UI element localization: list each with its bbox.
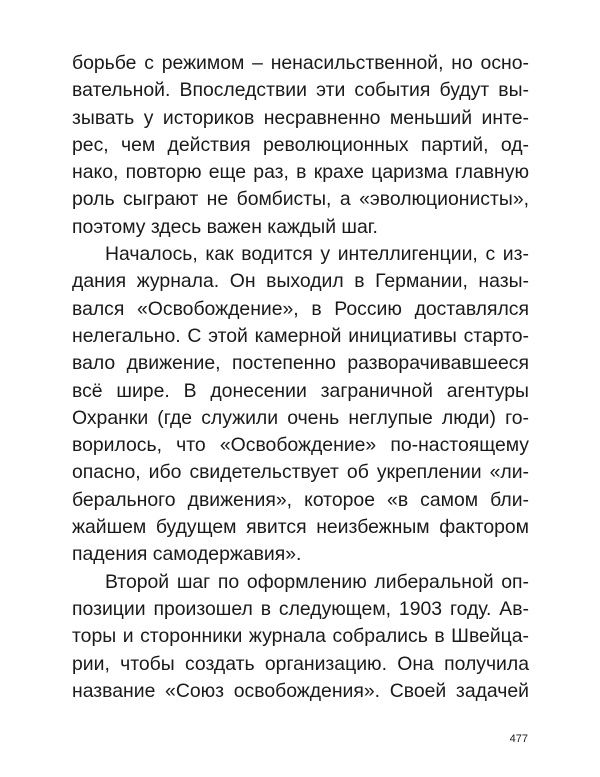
text-line: вательной. Впоследствии эти события будут вы- (72, 79, 529, 102)
text-line: позиции произошел в следующем, 1903 году. Ав- (72, 597, 529, 620)
text-line: поэтому здесь важен каждый шаг. (72, 215, 378, 238)
text-line: падения самодержавия». (72, 543, 302, 566)
text-line: роль сыграют не бомбисты, а «эволюционисты», (72, 188, 529, 211)
text-line: зывать у историков несравненно меньший инте- (72, 106, 529, 129)
text-line: Началось, как водится у интеллигенции, с из- (105, 243, 529, 266)
text-line: Охранки (где служили очень неглупые люди) го- (72, 406, 529, 429)
text-line: нако, повторю еще раз, в крахе царизма главную (72, 161, 529, 184)
text-line: название «Союз освобождения». Своей задачей (72, 679, 529, 702)
text-line: вало движение, постепенно разворачивавшееся (72, 352, 529, 375)
text-line: рии, чтобы создать организацию. Она получила (72, 652, 529, 675)
text-line: ворилось, что «Освобождение» по-настоящему (72, 434, 529, 457)
text-line: Второй шаг по оформлению либеральной оп- (105, 570, 529, 593)
paragraph-1 (72, 50, 529, 241)
body-text (72, 50, 529, 705)
page-number: 477 (509, 733, 528, 745)
text-line: дания журнала. Он выходил в Германии, назы- (72, 270, 529, 293)
text-line: всё шире. В донесении заграничной агентуры (72, 379, 529, 402)
paragraph-3 (72, 569, 529, 705)
text-line: вался «Освобождение», в Россию доставлялся (72, 297, 529, 320)
text-line: жайшем будущем явится неизбежным фактором (72, 516, 529, 539)
text-line: нелегально. С этой камерной инициативы старто- (72, 324, 529, 347)
text-line: рес, чем действия революционных партий, од- (72, 133, 529, 156)
text-line: борьбе с режимом – ненасильственной, но осно- (72, 52, 529, 74)
text-line: торы и сторонники журнала собрались в Швейца- (72, 625, 529, 648)
text-line: берального движения», которое «в самом бли- (72, 488, 529, 511)
paragraph-2 (72, 241, 529, 569)
text-line: опасно, ибо свидетельствует об укреплении «ли- (72, 461, 529, 484)
